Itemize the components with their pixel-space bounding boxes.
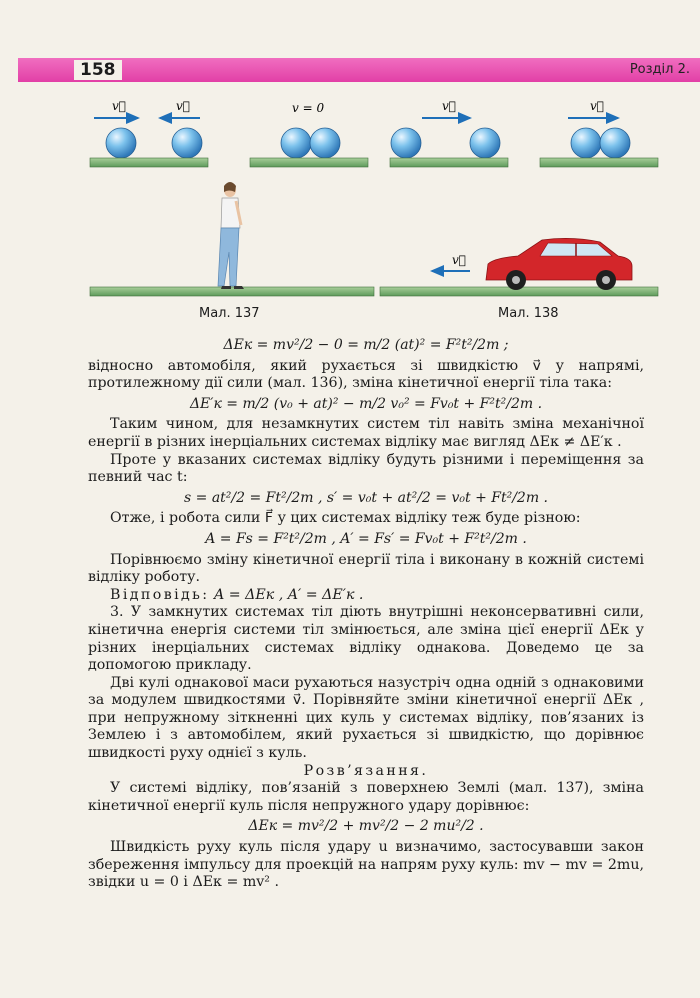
velocity-label: v⃗ <box>442 99 456 113</box>
collision-panel-approach <box>90 99 208 167</box>
ball <box>281 128 311 158</box>
formula-kinetic-change-collision: ΔEк = mv²/2 + mv²/2 − 2 mu²/2 . <box>248 818 484 835</box>
paragraph: 3. У замкнутих системах тіл діють внутрішні неконсервативні сили, кінетична енергія системи тіл змінюється, але зміна цієї енергії ΔEк у різних інерціальних системах відліку однакова. Доведемо це за допомогою прикладу. <box>88 604 644 674</box>
answer-formula: A = ΔEк , A′ = ΔE′к . <box>213 586 364 603</box>
car-figure <box>380 238 658 296</box>
ball <box>172 128 202 158</box>
illustration-figures <box>0 0 700 330</box>
collision-panel-rest <box>250 101 368 167</box>
section-label: Розділ 2. <box>629 62 690 77</box>
page-number: 158 <box>74 60 122 80</box>
collision-panel-after <box>540 99 658 167</box>
paragraph: Швидкість руху куль після удару u визначимо, застосувавши закон збереження імпульсу для проекцій на напрям руху куль: mv − mv = 2mu, звідки u = 0 і ΔEк = mv² . <box>88 839 644 891</box>
person-jeans <box>218 228 239 286</box>
paragraph: Порівнюємо зміну кінетичної енергії тіла і виконану в кожній системі відліку роботу. <box>88 551 644 586</box>
caption-fig-137: Мал. 137 <box>199 306 260 321</box>
ground-plate <box>90 158 208 167</box>
solution-label: Розв’язання. <box>303 762 429 779</box>
car-hub <box>512 276 520 284</box>
v-zero-label: v = 0 <box>292 101 325 115</box>
velocity-label: v⃗ <box>176 99 190 113</box>
paragraph: Дві кулі однакової маси рухаються назустріч одна одній з однаковими за модулем швидкостями v⃗. Порівняйте зміни кінетичної енергії ΔEк , при непружному зіткненні цих куль у системах відліку, пов’язаних із Землею і з автомобілем, який рухається зі швидкістю, що дорівнює швидкості руху однієї з куль. <box>88 674 644 762</box>
answer-label: Відповідь: <box>110 586 210 603</box>
ball <box>106 128 136 158</box>
formula-kinetic-change-ground: ΔEк = mv²/2 − 0 = m/2 (at)² = F²t²/2m ; <box>223 337 509 353</box>
paragraph: Проте у вказаних системах відліку будуть різними і переміщення за певний час t: <box>88 451 644 486</box>
velocity-label: v⃗ <box>452 253 466 267</box>
formula-work: A = Fs = F²t²/2m , A′ = Fs′ = Fv₀t + F²t²/2m . <box>205 530 527 547</box>
answer-line <box>88 587 644 605</box>
car-hub <box>602 276 610 284</box>
paragraph: У системі відліку, пов’язаній з поверхнею Землі (мал. 137), зміна кінетичної енергії куль після непружного удару дорівнює: <box>88 780 644 814</box>
paragraph: Таким чином, для незамкнутих систем тіл навіть зміна механічної енергії в різних інерціальних системах відліку має вигляд ΔEк ≠ ΔE′к . <box>88 416 644 450</box>
ball <box>391 128 421 158</box>
formula-kinetic-change-car: ΔE′к = m/2 (v₀ + at)² − m/2 v₀² = Fv₀t + F²t²/2m . <box>189 395 543 412</box>
paragraph: відносно автомобіля, який рухається зі швидкістю v⃗ у напрямі, протилежному дії сили (мал. 136), зміна кінетичної енергії тіла така: <box>88 357 644 392</box>
ground-plate <box>540 158 658 167</box>
ground-plate <box>250 158 368 167</box>
paragraph: Отже, і робота сили F⃗ у цих системах відліку теж буде різною: <box>110 510 581 527</box>
velocity-label: v⃗ <box>112 99 126 113</box>
body-text <box>88 334 644 892</box>
ball <box>571 128 601 158</box>
ball <box>470 128 500 158</box>
ball <box>600 128 630 158</box>
velocity-label: v⃗ <box>590 99 604 113</box>
ball <box>310 128 340 158</box>
ground-plate <box>390 158 508 167</box>
collision-panel-moving-frame <box>390 99 508 167</box>
walking-person-figure <box>90 182 374 296</box>
ground-plate <box>90 287 374 296</box>
formula-displacement: s = at²/2 = Ft²/2m , s′ = v₀t + at²/2 = v₀t + Ft²/2m . <box>184 489 548 506</box>
person-hair <box>224 182 236 192</box>
caption-fig-138: Мал. 138 <box>498 306 559 321</box>
